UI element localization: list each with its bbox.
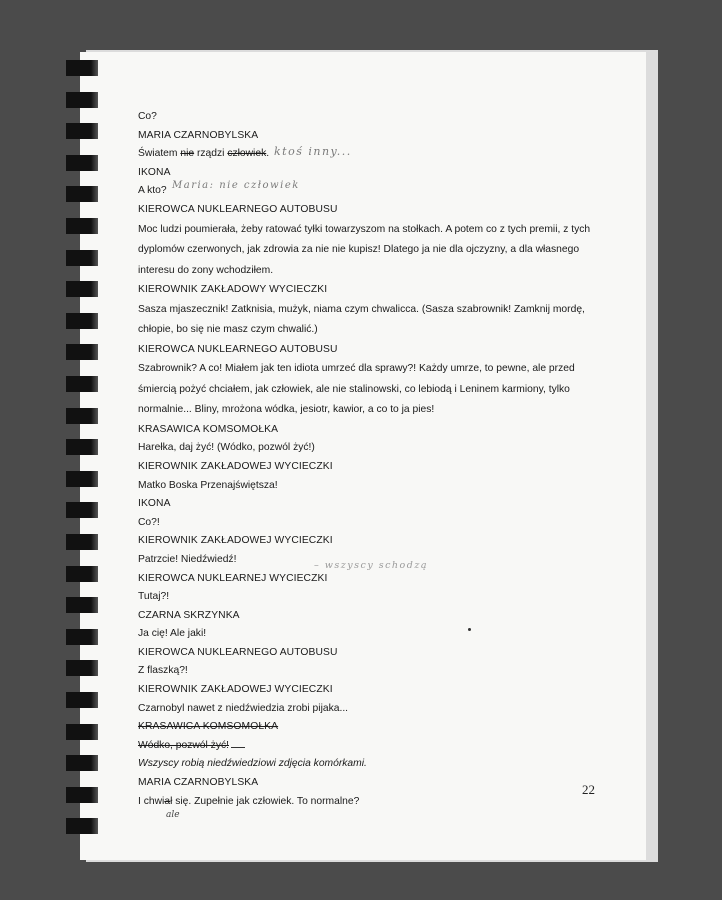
- page-number: 22: [582, 782, 595, 797]
- pen-underline: [231, 747, 245, 748]
- binding-ring: [66, 818, 98, 834]
- dialogue-line: Tutaj?!: [138, 591, 170, 603]
- dialogue-line: Szabrownik? A co! Miałem jak ten idiota umrzeć dla sprawy?! Każdy umrze, to pewne, ale przed: [138, 363, 575, 375]
- binding-ring: [66, 218, 98, 234]
- dialogue-line: [138, 145, 608, 164]
- dialogue-line: [138, 182, 608, 201]
- dialogue-paragraph: [138, 359, 608, 421]
- speaker-name: IKONA: [138, 498, 171, 510]
- dialogue-line: Ja cię! Ale jaki!: [138, 628, 207, 640]
- dialogue-paragraph: [138, 300, 608, 341]
- ink-speck: [468, 628, 471, 631]
- dialogue-line: dyplomów czerwonych, jak zdrowia za nie nie kupisz! Dlatego ja nie dla ojczyzny, a dla własnego: [138, 244, 580, 256]
- speaker-name: KIEROWCA NUKLEARNEGO AUTOBUSU: [138, 343, 338, 355]
- binding-ring: [66, 629, 98, 645]
- dialogue-line: [138, 737, 608, 756]
- dialogue-line: Czarnobyl nawet z niedźwiedzia zrobi pijaka...: [138, 702, 349, 714]
- dialogue-line: interesu do zony wchodziłem.: [138, 264, 274, 276]
- struck-text: a: [164, 795, 171, 807]
- binding-ring: [66, 724, 98, 740]
- speaker-name: MARIA CZARNOBYLSKA: [138, 129, 259, 141]
- handwritten-note: – wszyscy schodzą: [314, 559, 429, 571]
- struck-speaker-name: KRASAWICA KOMSOMOŁKA: [138, 721, 279, 733]
- binding-ring: [66, 281, 98, 297]
- text-fragment: Światem: [138, 148, 181, 160]
- speaker-name: IKONA: [138, 166, 171, 178]
- dialogue-line: chłopie, bo się nie masz czym chwalić.): [138, 324, 318, 336]
- text-fragment: A kto?: [138, 185, 167, 197]
- text-fragment: I chwi: [138, 795, 165, 807]
- binding-ring: [66, 787, 98, 803]
- binding-ring: [66, 408, 98, 424]
- speaker-name: KIEROWNIK ZAKŁADOWEJ WYCIECZKI: [138, 460, 333, 472]
- binding-ring: [66, 755, 98, 771]
- binding-ring: [66, 692, 98, 708]
- spiral-binding: [66, 60, 100, 850]
- text-fragment: .: [266, 148, 270, 160]
- dialogue-line: Z flaszką?!: [138, 665, 188, 677]
- binding-ring: [66, 186, 98, 202]
- speaker-name: CZARNA SKRZYNKA: [138, 609, 240, 621]
- binding-ring: [66, 92, 98, 108]
- struck-text: Wódko, pozwól żyć!: [138, 739, 229, 751]
- dialogue-line: [138, 551, 608, 570]
- dialogue-line: Sasza mjaszecznik! Zatknisia, mużyk, niama czym chwalicca. (Sasza szabrownik! Zamknij mordę,: [138, 303, 585, 315]
- text-fragment: ł się. Zupełnie jak człowiek. To normalne?: [170, 795, 360, 807]
- binding-ring: [66, 376, 98, 392]
- binding-ring: [66, 660, 98, 676]
- dialogue-paragraph: [138, 220, 608, 282]
- binding-ring: [66, 534, 98, 550]
- text-fragment: Patrzcie! Niedźwiedź!: [138, 553, 237, 565]
- dialogue-line: normalnie... Bliny, mrożona wódka, jesiotr, kawior, a co to ja pies!: [138, 404, 435, 416]
- binding-ring: [66, 313, 98, 329]
- handwritten-note: ktoś inny...: [274, 145, 352, 159]
- binding-ring: [66, 60, 98, 76]
- dialogue-line: Harełka, daj żyć! (Wódko, pozwól żyć!): [138, 442, 315, 454]
- binding-ring: [66, 344, 98, 360]
- speaker-name: KIEROWCA NUKLEARNEGO AUTOBUSU: [138, 203, 338, 215]
- speaker-name: KIEROWCA NUKLEARNEJ WYCIECZKI: [138, 572, 328, 584]
- handwritten-correction: ale: [166, 809, 180, 820]
- speaker-name: KRASAWICA KOMSOMOŁKA: [138, 423, 279, 435]
- struck-text: człowiek: [227, 148, 267, 160]
- binding-ring: [66, 439, 98, 455]
- speaker-name: KIEROWNIK ZAKŁADOWEJ WYCIECZKI: [138, 535, 333, 547]
- dialogue-line: Co?: [138, 111, 157, 122]
- stage-direction: Wszyscy robią niedźwiedziowi zdjęcia komórkami.: [138, 758, 367, 770]
- speaker-name: KIEROWNIK ZAKŁADOWEJ WYCIECZKI: [138, 684, 333, 696]
- binding-ring: [66, 123, 98, 139]
- speaker-name: KIEROWNIK ZAKŁADOWY WYCIECZKI: [138, 284, 328, 296]
- speaker-name: MARIA CZARNOBYLSKA: [138, 777, 259, 789]
- binding-ring: [66, 566, 98, 582]
- struck-text: nie: [180, 148, 195, 160]
- dialogue-line: Matko Boska Przenajświętsza!: [138, 479, 278, 491]
- binding-ring: [66, 250, 98, 266]
- text-fragment: rządzi: [194, 148, 228, 160]
- speaker-name: KIEROWCA NUKLEARNEGO AUTOBUSU: [138, 646, 338, 658]
- handwritten-note: Maria: nie człowiek: [172, 180, 300, 192]
- binding-ring: [66, 155, 98, 171]
- dialogue-line: Moc ludzi poumierała, żeby ratować tyłki towarzyszom na stołkach. A potem co z tych premii, z tych: [138, 223, 591, 235]
- dialogue-line: Co?!: [138, 516, 160, 528]
- binding-ring: [66, 597, 98, 613]
- binding-ring: [66, 502, 98, 518]
- dialogue-line: śmiercią pożyć chciałem, jak człowiek, ale nie stalinowski, co lebiodą i Leninem karmiony, tylko: [138, 383, 570, 395]
- script-text: [138, 108, 608, 820]
- dialogue-line: [138, 793, 608, 820]
- binding-ring: [66, 471, 98, 487]
